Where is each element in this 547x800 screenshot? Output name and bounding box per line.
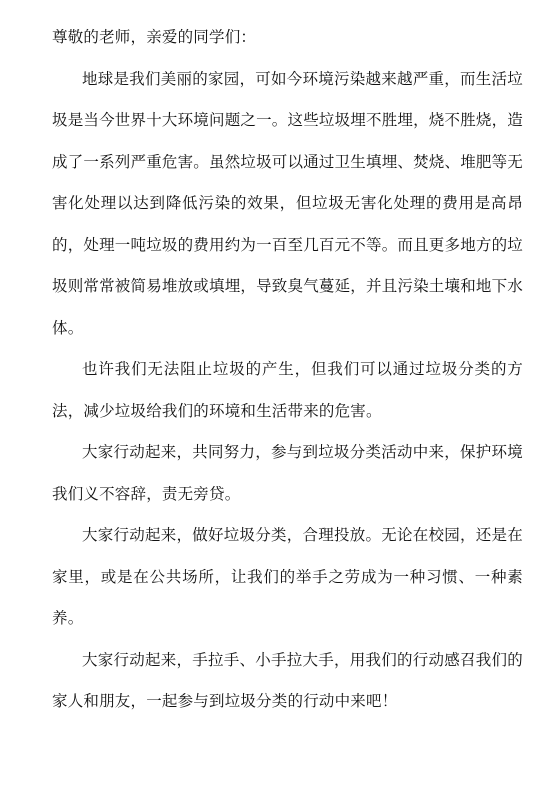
paragraph-sorting-method: 也许我们无法阻止垃圾的产生，但我们可以通过垃圾分类的方法，减少垃圾给我们的环境和生活带来的危害。 [52,360,523,420]
paragraph-environment-problem: 地球是我们美丽的家园，可如今环境污染越来越严重，而生活垃圾是当今世界十大环境问题之一。这些垃圾埋不胜埋，烧不胜烧，造成了一系列严重危害。虽然垃圾可以通过卫生填埋、焚烧、堆肥等无害化处理以达到降低污染的效果，但垃圾无害化处理的费用是高昂的，处理一吨垃圾的费用约为一百至几百元不等。而且更多地方的垃圾则常常被简易堆放或填埋，导致臭气蔓延，并且污染土壤和地下水体。 [52,69,524,337]
paragraph-call-to-action-1: 大家行动起来，共同努力，参与到垃圾分类活动中来，保护环境我们义不容辞，责无旁贷。 [52,443,523,503]
paragraph-call-to-action-3: 大家行动起来，手拉手、小手拉大手，用我们的行动感召我们的家人和朋友，一起参与到垃圾分类的行动中来吧！ [52,650,523,710]
paragraph-call-to-action-2: 大家行动起来，做好垃圾分类，合理投放。无论在校园，还是在家里，或是在公共场所，让我们的举手之劳成为一种习惯、一种素养。 [52,526,523,627]
letter-greeting: 尊敬的老师，亲爱的同学们： [52,28,257,46]
